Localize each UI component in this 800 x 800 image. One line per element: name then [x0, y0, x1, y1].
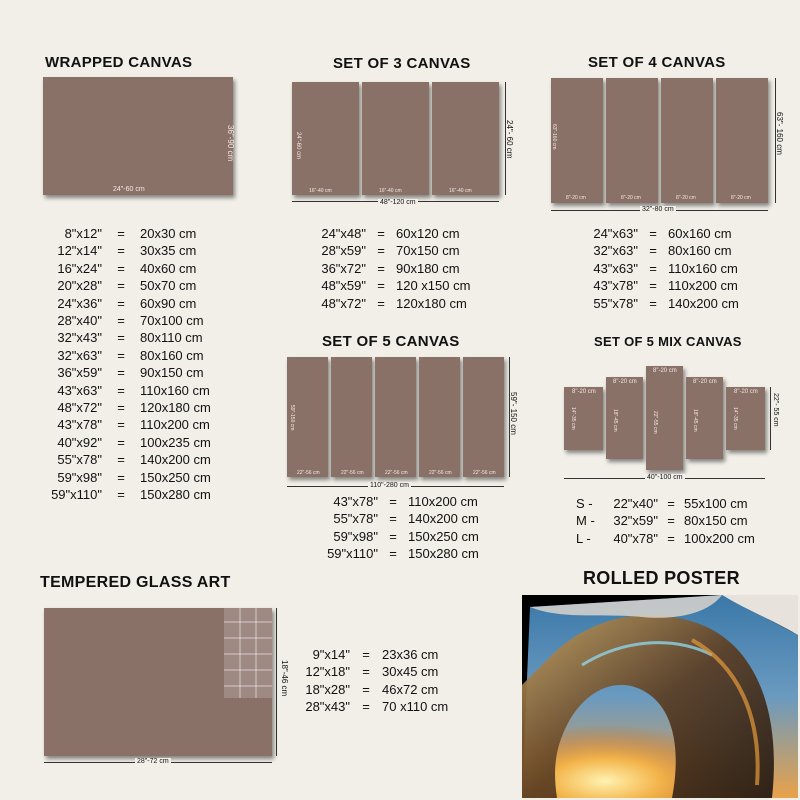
set4-panel-label: 8"-20 cm	[731, 195, 751, 201]
wrapped-canvas-panel	[43, 77, 233, 195]
equals-sign: =	[377, 226, 385, 241]
size-inches: 32"x63"	[57, 347, 102, 363]
size-inches: 48"x72"	[57, 400, 102, 416]
size-cm: 140x200 cm	[140, 452, 211, 468]
set5-panel-1	[287, 357, 328, 477]
size-row	[318, 260, 470, 277]
size-cm: 80x160 cm	[668, 243, 732, 259]
size-inches: 43"x63"	[57, 382, 102, 398]
size-inches: 24"x48"	[321, 226, 366, 241]
size-row	[316, 493, 479, 510]
set3-height-label: 24"- 60 cm	[505, 120, 514, 159]
equals-sign: =	[377, 295, 385, 311]
size-row	[590, 242, 739, 259]
set3-title: SET OF 3 CANVAS	[333, 55, 471, 72]
set5-panel-label: 22"-56 cm	[297, 470, 320, 476]
mix5-panel-4	[686, 377, 723, 459]
size-inches: 43"x78"	[333, 494, 378, 509]
rolled-poster-image	[522, 595, 798, 798]
size-inches: 40"x78"	[613, 530, 658, 546]
size-row	[40, 260, 211, 277]
size-row	[590, 260, 739, 277]
size-inches: 32"x43"	[57, 330, 102, 346]
size-code: L -	[576, 530, 591, 546]
size-row	[300, 663, 448, 680]
set4-panel-label: 8"-20 cm	[676, 195, 696, 201]
size-row	[316, 545, 479, 562]
set5-panel-label: 22"-56 cm	[473, 470, 496, 476]
size-cm: 100x200 cm	[684, 530, 755, 546]
set3-panel-3	[432, 82, 499, 195]
size-inches: 28"x43"	[305, 699, 350, 715]
set3-panel-1	[292, 82, 359, 195]
size-cm: 50x70 cm	[140, 278, 197, 294]
set5-panel-4	[419, 357, 460, 477]
size-cm: 70x150 cm	[396, 243, 460, 259]
size-inches: 36"x59"	[57, 365, 102, 381]
set5-panel-5	[463, 357, 504, 477]
glass-title: TEMPERED GLASS ART	[40, 574, 231, 591]
size-inches: 32"x59"	[613, 513, 658, 529]
size-row	[576, 530, 755, 547]
set4-panel-2	[606, 78, 658, 203]
size-cm: 140x200 cm	[408, 511, 479, 527]
mix5-panel-1	[564, 387, 603, 450]
size-inches: 48"x72"	[321, 295, 366, 311]
size-row	[590, 225, 739, 242]
size-row	[40, 434, 211, 451]
equals-sign: =	[389, 494, 397, 509]
mix5-panel-5	[726, 387, 765, 450]
set4-panel-4	[716, 78, 768, 203]
size-cm: 110x200 cm	[668, 278, 738, 294]
size-cm: 110x200 cm	[408, 494, 478, 509]
equals-sign: =	[117, 260, 125, 276]
equals-sign: =	[117, 243, 125, 259]
glass-panel	[44, 608, 272, 756]
set3-size-list	[318, 225, 470, 312]
set3-width-label: 48"-120 cm	[380, 199, 416, 206]
equals-sign: =	[117, 295, 125, 311]
size-cm: 120x180 cm	[140, 400, 211, 416]
set4-inner-height-label: 63"-160 cm	[551, 124, 557, 150]
set4-title: SET OF 4 CANVAS	[588, 54, 726, 71]
size-inches: 18"x28"	[305, 681, 350, 697]
set4-panel-3	[661, 78, 713, 203]
set4-height-label: 63"- 160 cm	[775, 112, 784, 155]
size-cm: 120 x150 cm	[396, 278, 471, 294]
size-inches: 40"x92"	[57, 434, 102, 450]
size-row	[590, 277, 739, 294]
set5-panel-label: 22"-56 cm	[341, 470, 364, 476]
mix5-title: SET OF 5 MIX CANVAS	[594, 334, 742, 349]
size-cm: 55x100 cm	[684, 496, 748, 511]
equals-sign: =	[649, 243, 657, 259]
size-inches: 28"x59"	[321, 243, 366, 259]
mix5-panel-2	[606, 377, 643, 459]
size-cm: 110x160 cm	[140, 382, 210, 398]
size-row	[590, 295, 739, 312]
wave-artwork-icon	[522, 595, 798, 798]
size-cm: 60x160 cm	[668, 226, 732, 241]
mix5-panel-3	[646, 366, 683, 470]
poster-title: ROLLED POSTER	[583, 568, 740, 588]
size-cm: 80x110 cm	[140, 330, 203, 346]
equals-sign: =	[377, 260, 385, 276]
equals-sign: =	[389, 546, 397, 562]
mix5-panel-height: 18"-45 cm	[692, 409, 698, 432]
set5-panel-label: 22"-56 cm	[385, 470, 408, 476]
equals-sign: =	[389, 528, 397, 544]
size-row	[300, 646, 448, 663]
size-cm: 40x60 cm	[140, 260, 197, 276]
size-row	[300, 681, 448, 698]
size-inches: 32"x63"	[593, 243, 638, 259]
size-row	[40, 382, 211, 399]
size-inches: 28"x40"	[57, 313, 102, 329]
mix5-width-label: 40"-100 cm	[647, 474, 683, 481]
size-cm: 110x200 cm	[140, 417, 210, 433]
set5-panel-3	[375, 357, 416, 477]
equals-sign: =	[649, 226, 657, 241]
equals-sign: =	[117, 400, 125, 416]
size-row	[300, 698, 448, 715]
wrapped-size-list	[40, 225, 211, 504]
size-cm: 110x160 cm	[668, 260, 738, 276]
mix5-panel-label: 8"-20 cm	[653, 368, 677, 374]
equals-sign: =	[377, 278, 385, 294]
mix5-panel-height: 14"-35 cm	[570, 407, 576, 430]
size-cm: 140x200 cm	[668, 295, 739, 311]
equals-sign: =	[362, 681, 370, 697]
glass-reflection-icon	[224, 608, 272, 698]
size-inches: 48"x59"	[321, 278, 366, 294]
size-inches: 24"x63"	[593, 226, 638, 241]
size-row	[40, 364, 211, 381]
size-inches: 12"x14"	[57, 243, 102, 259]
equals-sign: =	[117, 347, 125, 363]
set5-panel-2	[331, 357, 372, 477]
size-row	[40, 329, 211, 346]
size-inches: 59"x110"	[327, 546, 378, 562]
set3-panel-2	[362, 82, 429, 195]
size-row	[40, 242, 211, 259]
equals-sign: =	[649, 260, 657, 276]
size-row	[40, 399, 211, 416]
size-cm: 60x120 cm	[396, 226, 460, 241]
equals-sign: =	[117, 434, 125, 450]
set4-size-list	[590, 225, 739, 312]
size-code: M -	[576, 513, 595, 529]
size-cm: 30x45 cm	[382, 664, 439, 680]
set5-size-list	[316, 493, 479, 563]
size-cm: 46x72 cm	[382, 681, 439, 697]
size-cm: 60x90 cm	[140, 295, 197, 311]
size-inches: 59"x110"	[51, 487, 102, 503]
size-code: S -	[576, 496, 593, 511]
size-inches: 20"x28"	[57, 278, 102, 294]
mix5-panel-height: 22"-55 cm	[652, 411, 658, 434]
mix5-height-dimension-line	[770, 387, 771, 450]
size-cm: 90x150 cm	[140, 365, 204, 381]
size-row	[318, 277, 470, 294]
equals-sign: =	[117, 417, 125, 433]
size-cm: 80x160 cm	[140, 347, 204, 363]
equals-sign: =	[117, 469, 125, 485]
size-inches: 12"x18"	[305, 664, 350, 680]
size-row	[40, 225, 211, 242]
size-inches: 9"x14"	[312, 647, 350, 662]
size-row	[40, 277, 211, 294]
size-cm: 30x35 cm	[140, 243, 197, 259]
set5-title: SET OF 5 CANVAS	[322, 333, 460, 350]
set5-width-label: 110"-280 cm	[370, 482, 409, 489]
equals-sign: =	[649, 295, 657, 311]
size-row	[40, 312, 211, 329]
wrapped-height-label: 36"-90 cm	[226, 125, 235, 162]
set4-panel-label: 8"-20 cm	[621, 195, 641, 201]
mix5-panel-label: 8"-20 cm	[572, 389, 596, 395]
size-row	[576, 495, 755, 512]
set5-panel-label: 22"-56 cm	[429, 470, 452, 476]
mix5-height-label: 22"- 55 cm	[772, 393, 779, 427]
set5-inner-height-label: 59"-150 cm	[289, 405, 295, 431]
size-inches: 43"x63"	[593, 260, 638, 276]
wrapped-width-label: 24"-60 cm	[113, 186, 145, 193]
mix5-panel-height: 14"-35 cm	[732, 407, 738, 430]
equals-sign: =	[389, 511, 397, 527]
glass-width-label: 28"-72 cm	[137, 758, 169, 765]
equals-sign: =	[117, 487, 125, 503]
size-inches: 55"x78"	[333, 511, 378, 527]
size-cm: 20x30 cm	[140, 226, 197, 241]
equals-sign: =	[117, 452, 125, 468]
equals-sign: =	[117, 226, 125, 241]
equals-sign: =	[117, 278, 125, 294]
mix5-panel-label: 8"-20 cm	[613, 379, 637, 385]
equals-sign: =	[362, 664, 370, 680]
set4-width-label: 32"-80 cm	[642, 206, 674, 213]
size-row	[318, 295, 470, 312]
size-inches: 55"x78"	[57, 452, 102, 468]
size-cm: 100x235 cm	[140, 434, 211, 450]
set3-panel-label: 16"-40 cm	[449, 188, 472, 194]
mix5-panel-label: 8"-20 cm	[734, 389, 758, 395]
equals-sign: =	[117, 365, 125, 381]
size-row	[40, 486, 211, 503]
equals-sign: =	[649, 278, 657, 294]
equals-sign: =	[362, 699, 370, 715]
set5-height-label: 59"- 150 cm	[509, 392, 518, 435]
size-inches: 24"x36"	[57, 295, 102, 311]
size-cm: 150x280 cm	[140, 487, 211, 503]
size-row	[40, 451, 211, 468]
wrapped-canvas-title: WRAPPED CANVAS	[45, 54, 193, 71]
equals-sign: =	[362, 647, 370, 662]
size-row	[40, 469, 211, 486]
equals-sign: =	[667, 513, 675, 529]
size-cm: 70 x110 cm	[382, 699, 449, 715]
size-cm: 90x180 cm	[396, 260, 460, 276]
size-cm: 150x250 cm	[408, 528, 479, 544]
size-row	[40, 347, 211, 364]
equals-sign: =	[117, 382, 125, 398]
size-cm: 150x250 cm	[140, 469, 211, 485]
size-row	[318, 242, 470, 259]
size-inches: 59"x98"	[57, 469, 102, 485]
equals-sign: =	[117, 330, 125, 346]
glass-height-label: 18"-46 cm	[280, 660, 289, 697]
equals-sign: =	[117, 313, 125, 329]
equals-sign: =	[667, 530, 675, 546]
size-row	[316, 528, 479, 545]
set4-panel-1	[551, 78, 603, 203]
size-inches: 16"x24"	[57, 260, 102, 276]
mix5-size-list	[576, 495, 755, 547]
set3-panel-label: 16"-40 cm	[309, 188, 332, 194]
size-row	[576, 512, 755, 529]
size-row	[40, 416, 211, 433]
set3-inner-height-label: 24"-60 cm	[295, 132, 301, 160]
size-inches: 36"x72"	[321, 260, 366, 276]
size-row	[316, 510, 479, 527]
glass-size-list	[300, 646, 448, 716]
size-cm: 23x36 cm	[382, 647, 439, 662]
size-cm: 150x280 cm	[408, 546, 479, 562]
set4-panel-label: 8"-20 cm	[566, 195, 586, 201]
size-cm: 80x150 cm	[684, 513, 748, 529]
equals-sign: =	[667, 496, 675, 511]
size-cm: 120x180 cm	[396, 295, 467, 311]
size-inches: 43"x78"	[57, 417, 102, 433]
equals-sign: =	[377, 243, 385, 259]
size-inches: 59"x98"	[333, 528, 378, 544]
size-inches: 55"x78"	[593, 295, 638, 311]
size-cm: 70x100 cm	[140, 313, 204, 329]
size-inches: 22"x40"	[613, 496, 658, 511]
size-inches: 43"x78"	[593, 278, 638, 294]
mix5-panel-height: 18"-45 cm	[612, 409, 618, 432]
size-row	[318, 225, 470, 242]
glass-height-dimension-line	[276, 608, 277, 756]
set3-panel-label: 16"-40 cm	[379, 188, 402, 194]
mix5-panel-label: 8"-20 cm	[693, 379, 717, 385]
size-inches: 8"x12"	[64, 226, 102, 241]
size-row	[40, 295, 211, 312]
